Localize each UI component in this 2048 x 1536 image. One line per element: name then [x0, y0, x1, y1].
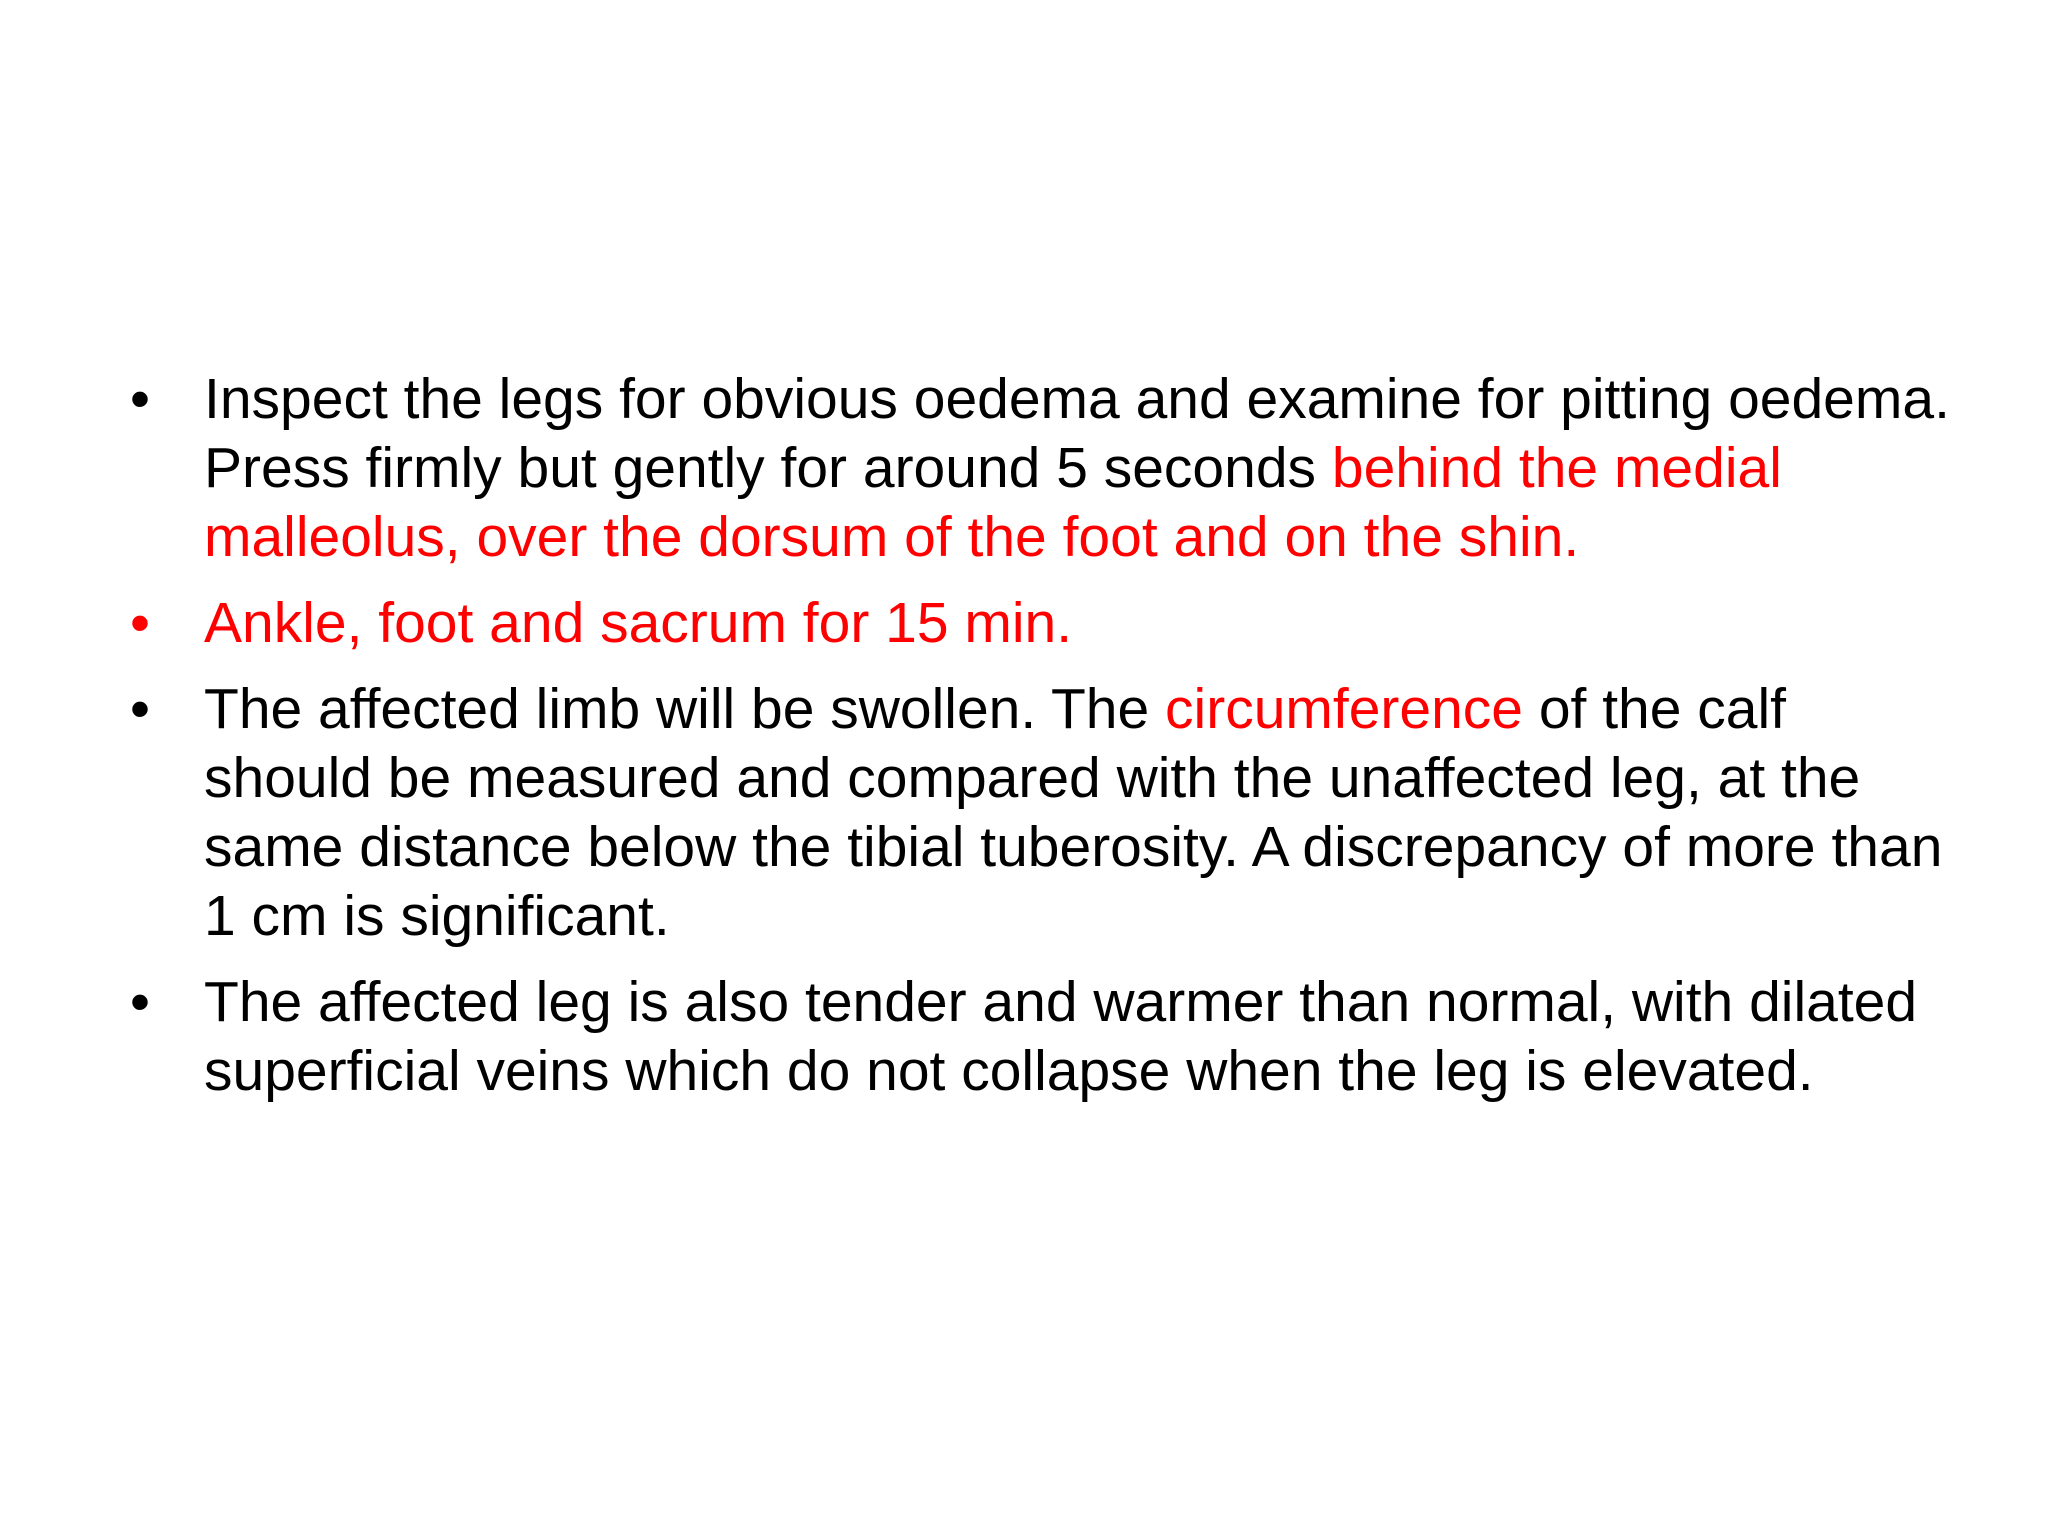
bullet-list — [120, 365, 1950, 1123]
bullet-highlight-text: circumference — [1165, 677, 1523, 741]
bullet-inspect-legs — [120, 365, 1950, 572]
bullet-text: The affected limb will be swollen. The — [204, 677, 1166, 741]
bullet-affected-limb-swollen — [120, 675, 1950, 951]
bullet-marker: • — [130, 367, 150, 431]
bullet-marker: • — [130, 970, 150, 1034]
bullet-affected-leg-tender — [120, 968, 1950, 1106]
bullet-marker: • — [130, 677, 150, 741]
bullet-text: The affected leg is also tender and warmer than normal, with dilated superficial veins which do not collapse when the leg is elevated. — [204, 970, 1918, 1103]
bullet-text-continued: of the calf should be measured and compared with the unaffected leg, at the same distance below the tibial tuberosity. A discrepancy of more than 1 cm is significant. — [204, 677, 1943, 948]
bullet-marker: • — [130, 591, 150, 655]
bullet-text: Ankle, foot and sacrum for 15 min. — [204, 591, 1073, 655]
bullet-text: Inspect the legs for obvious oedema and examine for pitting oedema. Press firmly but gently for around 5 seconds — [204, 367, 1950, 500]
bullet-ankle-foot-sacrum — [120, 589, 1950, 658]
bullet-highlight-text: behind the medial malleolus, over the dorsum of the foot and on the shin. — [204, 436, 1782, 569]
